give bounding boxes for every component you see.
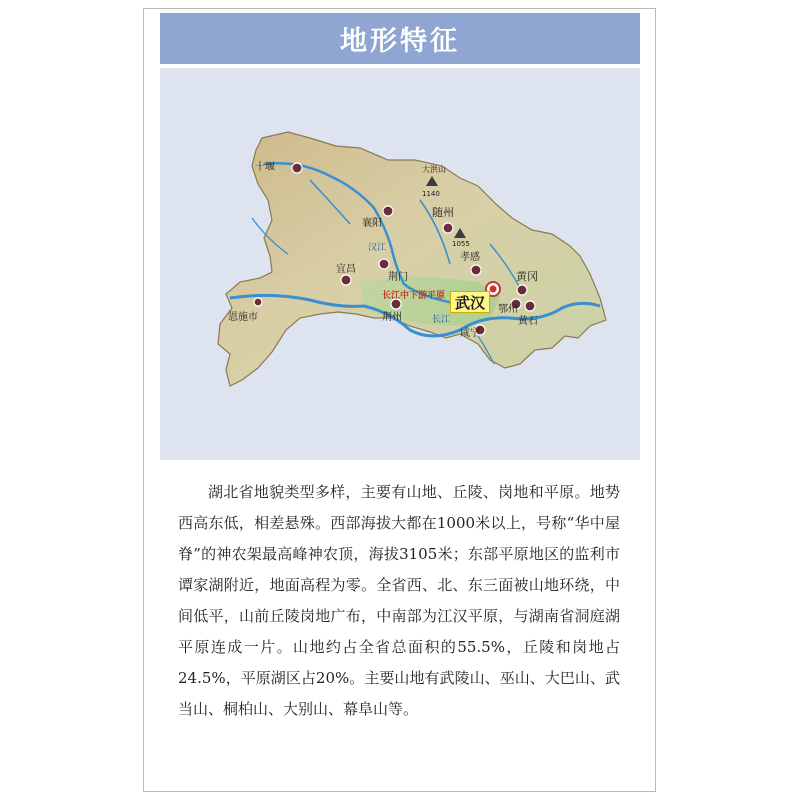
page-frame: [143, 8, 656, 792]
peak-label: 大洪山: [422, 165, 446, 174]
city-label: 随州: [432, 206, 454, 219]
description-paragraph: 湖北省地貌类型多样，主要有山地、丘陵、岗地和平原。地势西高东低，相差悬殊。西部海拔大都在1000米以上，号称“华中屋脊”的神农架最高峰神农顶，海拔3105米；东部平原地区的监利市谭家湖附近，地面高程为零。全省西、北、东三面被山地环绕，中间低平，山前丘陵岗地广布，中南部为江汉平原，与湖南省洞庭湖平原连成一片。山地约占全省总面积的55.5%，丘陵和岗地占24.5%，平原湖区占20%。主要山地有武陵山、巫山、大巴山、武当山、桐柏山、大别山、幕阜山等。: [178, 483, 620, 718]
peak-elevation: 1055: [452, 240, 470, 248]
city-label: 黄石: [518, 316, 538, 327]
city-label: 荆门: [388, 272, 408, 283]
page-title: 地形特征: [340, 26, 460, 57]
hubei-terrain-map: [160, 68, 640, 460]
city-label: 十堰: [255, 162, 275, 173]
city-label: 恩施市: [228, 312, 258, 323]
city-label: 黄冈: [516, 270, 538, 283]
description: [178, 477, 620, 725]
title-bar: [160, 13, 640, 64]
city-label: 宜昌: [336, 264, 356, 275]
city-label: 襄阳: [362, 218, 382, 229]
river-label: 长江: [432, 315, 451, 325]
city-label: 孝感: [460, 252, 480, 263]
city-label: 荆州: [382, 312, 402, 323]
province-outline: [218, 132, 606, 386]
peak-elevation: 1140: [422, 190, 440, 198]
river-label: 汉江: [368, 243, 387, 253]
city-label: 咸宁: [460, 328, 480, 339]
wuhan-label: 武汉: [450, 291, 490, 313]
map-panel: [160, 68, 640, 460]
city-label: 鄂州: [498, 304, 518, 315]
plain-label: 长江中下游平原: [382, 291, 446, 301]
